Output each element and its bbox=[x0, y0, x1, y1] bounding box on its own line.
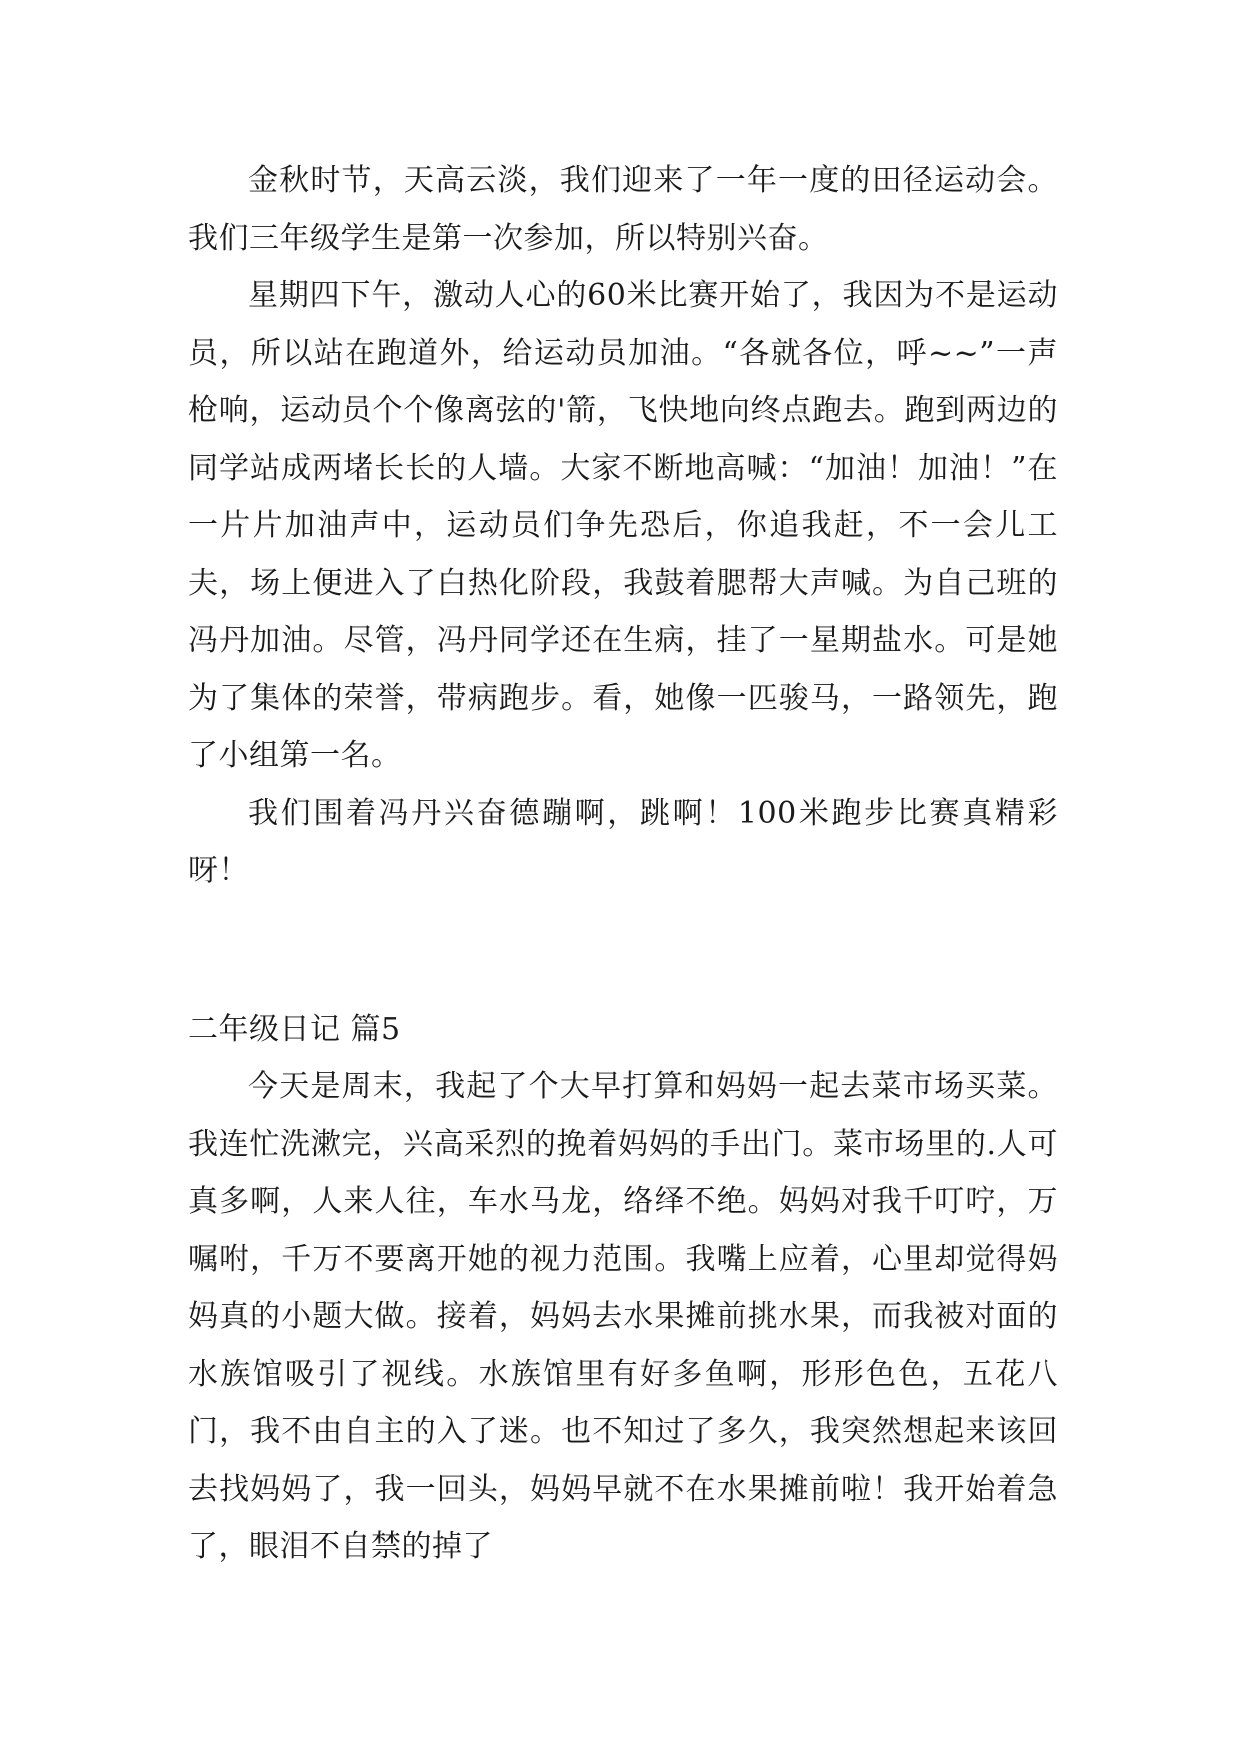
paragraph-race: 星期四下午，激动人心的60米比赛开始了，我因为不是运动员，所以站在跑道外，给运动员加油。“各就各位，呼~~”一声枪响，运动员个个像离弦的'箭，飞快地向终点跑去。跑到两边的同学站成两堵长长的人墙。大家不断地高喊：“加油！加油！”在一片片加油声中，运动员们争先恐后，你追我赶，不一会儿工夫，场上便进入了白热化阶段，我鼓着腮帮大声喊。为自己班的冯丹加油。尽管，冯丹同学还在生病，挂了一星期盐水。可是她为了集体的荣誉，带病跑步。看，她像一匹骏马，一路领先，跑了小组第一名。 bbox=[188, 278, 1058, 773]
document-page bbox=[188, 152, 1058, 1576]
paragraph-market: 今天是周末，我起了个大早打算和妈妈一起去菜市场买菜。我连忙洗漱完，兴高采烈的挽着妈妈的手出门。菜市场里的.人可真多啊，人来人往，车水马龙，络绎不绝。妈妈对我千叮咛，万嘱咐，千万不要离开她的视力范围。我嘴上应着，心里却觉得妈妈真的小题大做。接着，妈妈去水果摊前挑水果，而我被对面的水族馆吸引了视线。水族馆里有好多鱼啊，形形色色，五花八门，我不由自主的入了迷。也不知过了多久，我突然想起来该回去找妈妈了，我一回头，妈妈早就不在水果摊前啦！我开始着急了，眼泪不自禁的掉了 bbox=[188, 1069, 1058, 1564]
paragraph-opening: 金秋时节，天高云淡，我们迎来了一年一度的田径运动会。我们三年级学生是第一次参加，所以特别兴奋。 bbox=[188, 163, 1058, 256]
paragraph-closing: 我们围着冯丹兴奋德蹦啊，跳啊！100米跑步比赛真精彩呀！ bbox=[188, 795, 1058, 888]
section-title: 二年级日记 篇5 bbox=[188, 1011, 401, 1047]
